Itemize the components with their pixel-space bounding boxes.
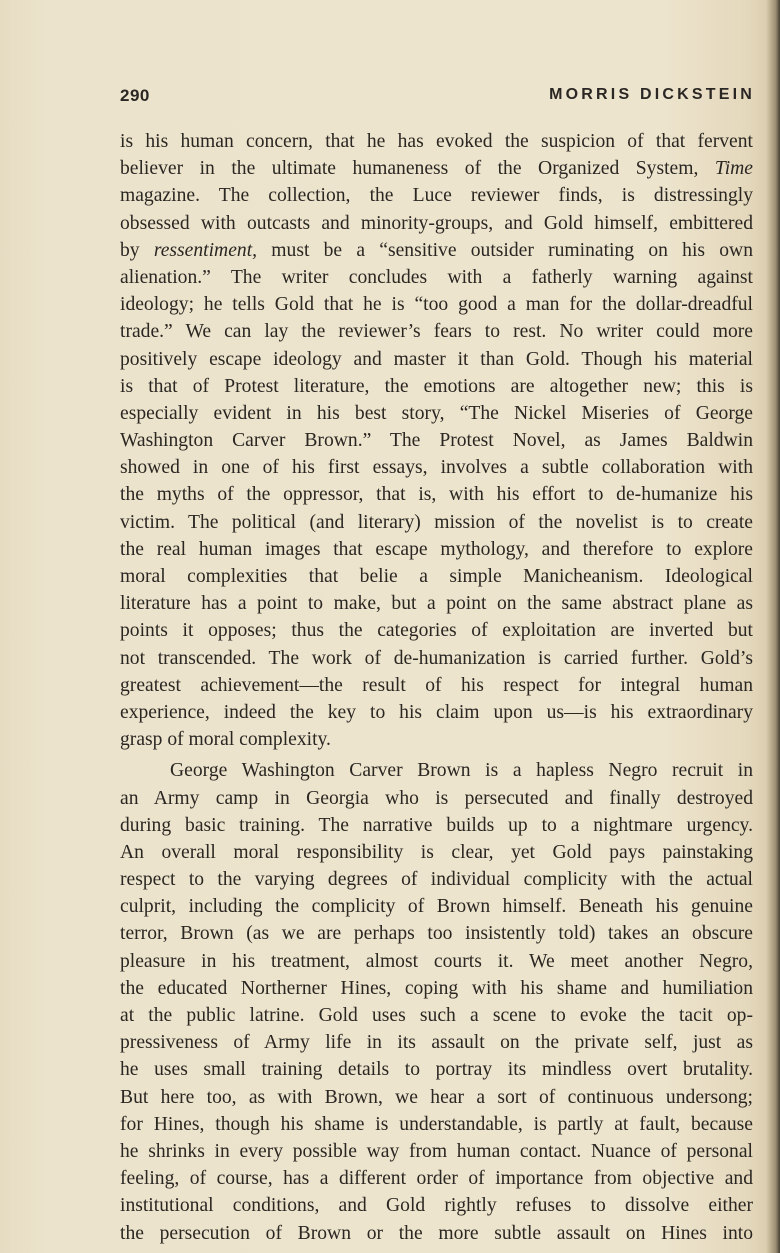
text-line: institutional conditions, and Gold rightly refuses to dissolve either: [120, 1195, 753, 1217]
text-line: the real human images that escape mythology, and therefore to explore: [120, 538, 753, 560]
text-line: for Hines, though his shame is understandable, is partly at fault, because: [120, 1113, 753, 1135]
text-line: positively escape ideology and master it than Gold. Though his material: [120, 348, 753, 370]
text-line: by ressentiment, must be a “sensitive outsider ruminating on his own: [120, 239, 753, 261]
text-line: An overall moral responsibility is clear, yet Gold pays painstaking: [120, 841, 753, 863]
text-line: experience, indeed the key to his claim upon us—is his extraordinary: [120, 701, 753, 723]
text-line: showed in one of his first essays, involves a subtle collaboration with: [120, 457, 753, 479]
text-line: victim. The political (and literary) mission of the novelist is to create: [120, 511, 753, 533]
text-line: pleasure in his treatment, almost courts it. We meet another Negro,: [120, 950, 753, 972]
text-line: respect to the varying degrees of individual complicity with the actual: [120, 869, 753, 891]
text-line: ideology; he tells Gold that he is “too good a man for the dollar-dreadful: [120, 294, 753, 316]
text-line: literature has a point to make, but a point on the same abstract plane as: [120, 593, 753, 615]
text-line: alienation.” The writer concludes with a fatherly warning against: [120, 266, 753, 288]
text-line: Washington Carver Brown.” The Protest Novel, as James Baldwin: [120, 430, 753, 452]
text-line: magazine. The collection, the Luce reviewer finds, is distressingly: [120, 185, 753, 207]
page-header: [120, 86, 755, 112]
paragraph-2: [120, 757, 753, 1246]
text-line: trade.” We can lay the reviewer’s fears to rest. No writer could more: [120, 321, 753, 343]
text-line: the persecution of Brown or the more subtle assault on Hines into: [120, 1222, 753, 1244]
body-text: [120, 128, 753, 1247]
text-line: greatest achievement—the result of his respect for integral human: [120, 674, 753, 696]
text-line: during basic training. The narrative builds up to a nightmare urgency.: [120, 814, 753, 836]
text-line: feeling, of course, has a different order of importance from objective and: [120, 1168, 753, 1190]
paragraph-1: [120, 128, 753, 753]
text-line: moral complexities that belie a simple Manicheanism. Ideological: [120, 566, 753, 587]
running-head: MORRIS DICKSTEIN: [549, 86, 755, 103]
text-line: George Washington Carver Brown is a hapless Negro recruit in: [170, 760, 753, 782]
text-line: he shrinks in every possible way from human contact. Nuance of personal: [120, 1140, 753, 1162]
text-line: pressiveness of Army life in its assault on the private self, just as: [120, 1032, 753, 1054]
text-line: an Army camp in Georgia who is persecuted and finally destroyed: [120, 787, 753, 809]
text-line: especially evident in his best story, “The Nickel Miseries of George: [120, 402, 753, 424]
page-number: 290: [120, 86, 150, 105]
text-line: But here too, as with Brown, we hear a sort of continuous undersong;: [120, 1086, 753, 1108]
page-edge-shadow: [766, 0, 780, 1253]
text-line: the myths of the oppressor, that is, with his effort to de-humanize his: [120, 484, 753, 506]
text-line: points it opposes; thus the categories of exploitation are inverted but: [120, 620, 753, 642]
text-line: he uses small training details to portray its mindless overt brutality.: [120, 1059, 753, 1081]
text-line: not transcended. The work of de-humanization is carried further. Gold’s: [120, 647, 753, 669]
text-line: obsessed with outcasts and minority-groups, and Gold himself, embittered: [120, 212, 753, 234]
text-line: is his human concern, that he has evoked the suspicion of that fervent: [120, 131, 753, 152]
text-line: grasp of moral complexity.: [120, 729, 331, 751]
text-line: terror, Brown (as we are perhaps too insistently told) takes an obscure: [120, 923, 753, 945]
text-line: culprit, including the complicity of Brown himself. Beneath his genuine: [120, 896, 753, 918]
text-line: the educated Northerner Hines, coping with his shame and humiliation: [120, 977, 753, 999]
text-line: at the public latrine. Gold uses such a scene to evoke the tacit op-: [120, 1005, 753, 1026]
text-line: is that of Protest literature, the emotions are altogether new; this is: [120, 375, 753, 397]
text-line: believer in the ultimate humaneness of the Organized System, Time: [120, 158, 753, 180]
